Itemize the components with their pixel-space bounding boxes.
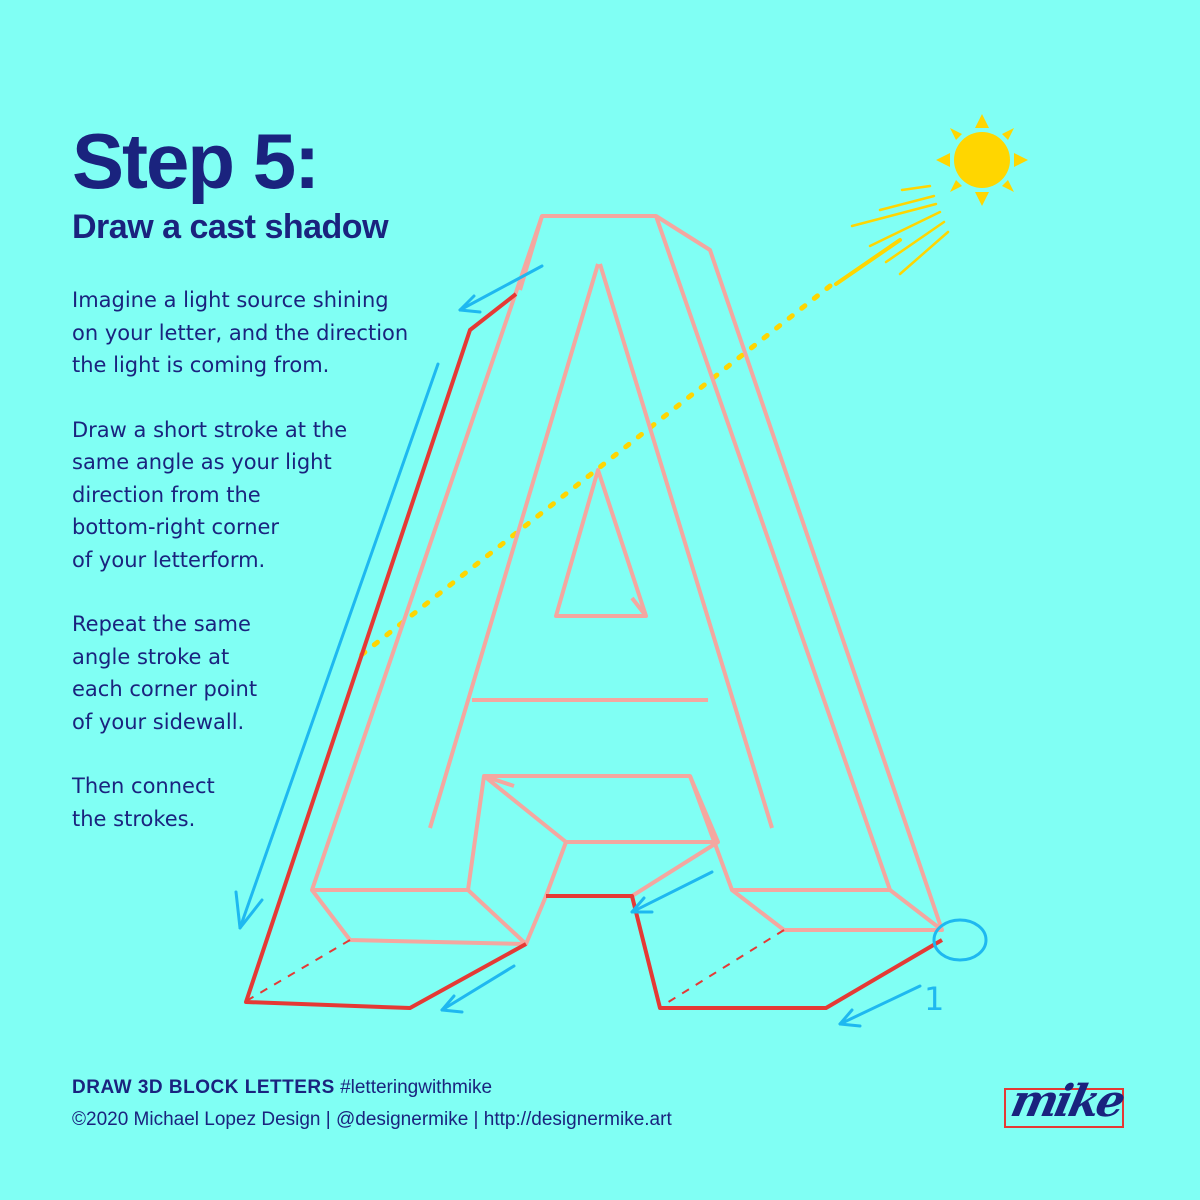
sun-icon bbox=[936, 114, 1028, 206]
instruction-paragraph: Repeat the same angle stroke at each corner point of your sidewall. bbox=[72, 612, 258, 734]
instruction-paragraph: Draw a short stroke at the same angle as your light direction from the bottom-right corner of your letterform. bbox=[72, 417, 348, 572]
cast-shadow bbox=[246, 294, 942, 1008]
letter-front-face bbox=[312, 216, 890, 890]
light-rays bbox=[836, 186, 948, 284]
footer-credit: ©2020 Michael Lopez Design | @designermike | http://designermike.art bbox=[72, 1109, 672, 1130]
mike-logo bbox=[1004, 1076, 1128, 1128]
shadow-guides bbox=[248, 930, 784, 1006]
instruction-paragraph: Imagine a light source shining on your letter, and the direction the light is coming from. bbox=[72, 288, 409, 377]
series-title: DRAW 3D BLOCK LETTERS bbox=[72, 1077, 335, 1098]
page-subtitle: Draw a cast shadow bbox=[72, 208, 389, 246]
footer-series bbox=[72, 1078, 492, 1097]
page-title: Step 5: bbox=[72, 117, 319, 205]
corner-number: 1 bbox=[924, 980, 945, 1018]
letter-sidewall bbox=[312, 216, 942, 944]
arrow-icon bbox=[236, 266, 920, 1026]
instruction-paragraph: Then connect the strokes. bbox=[72, 774, 215, 831]
light-direction-line bbox=[360, 286, 830, 656]
logo-text: mike bbox=[1006, 1076, 1128, 1127]
hashtag: #letteringwithmike bbox=[340, 1077, 493, 1098]
